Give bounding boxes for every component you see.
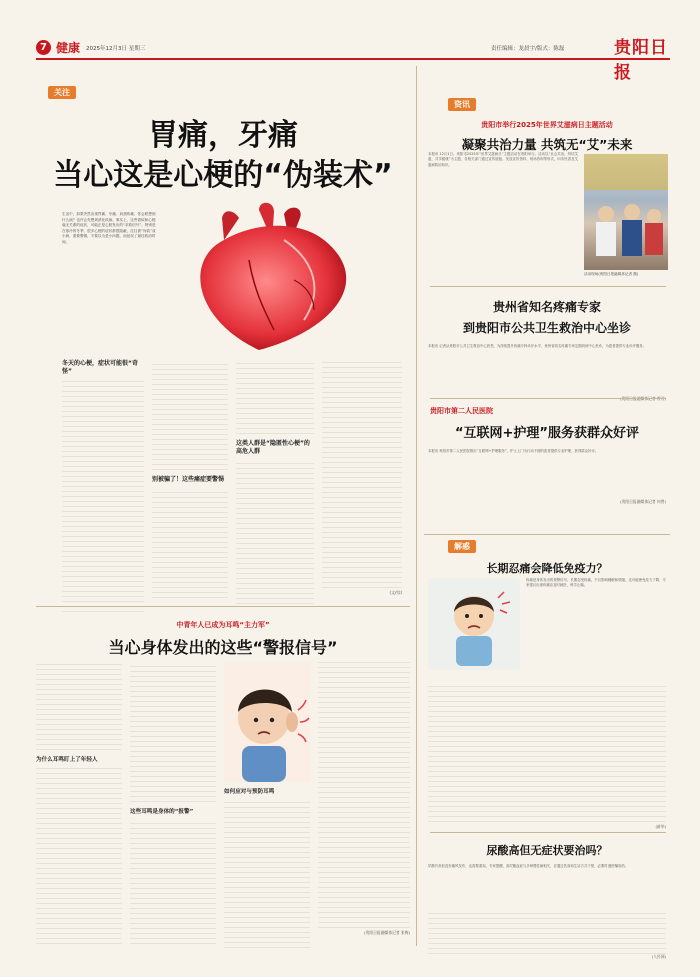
lead-byline: (文/综): [389, 590, 402, 595]
page-number-badge: [36, 40, 51, 55]
lead-subhead-1: 冬天的心梗，症状可能很“奇怪”: [62, 360, 138, 375]
news-divider-2: [430, 398, 666, 399]
qa-divider-top: [424, 534, 670, 535]
heart-illustration: [164, 200, 410, 360]
news1-title: 凝聚共治力量 共筑无“艾”未来: [461, 137, 633, 152]
news1-photo: [584, 154, 668, 270]
news1-caption: 活动现场(贵阳日报融媒体记者 摄): [584, 272, 639, 276]
lead-title-line1: 胃痛，牙痛: [148, 118, 298, 153]
qa1-body-lower: [428, 682, 666, 822]
feature-article: [36, 610, 410, 950]
qa1: [424, 556, 670, 829]
feature-col1-text-a: [36, 662, 122, 750]
lead-title-line2: 当心这是心梗的“伪装术”: [53, 158, 393, 193]
feature-kicker: 中青年人已成为耳鸣“主力军”: [176, 621, 270, 629]
feature-illustration: [224, 662, 310, 782]
news1-body: 本报讯 12月1日，贵阳市2025年“世界艾滋病日”主题活动在贵阳举行。活动以“社会共治，终结艾滋，共享健康”为主题，各相关部门通过宣传展板、发放宣传资料、现场咨询等形式，向市民普及艾滋病防治知识。: [428, 152, 578, 167]
news1-kicker: 贵阳市举行2025年世界艾滋病日主题活动: [481, 121, 613, 129]
feature-subhead-1: 为什么耳鸣盯上了年轻人: [36, 757, 98, 763]
page-header: [36, 36, 670, 83]
lead-col3-text-a: [236, 360, 314, 434]
lead-col2-text-b: [152, 488, 228, 598]
qa1-title: 长期忍痛会降低免疫力？: [486, 562, 608, 575]
page-number: 7: [40, 42, 47, 53]
feature-col3-text: [224, 800, 310, 948]
lead-col2-text-a: [152, 360, 228, 470]
news-divider-1: [430, 286, 666, 287]
feature-title: 当心身体发出的这些“警报信号”: [108, 638, 338, 657]
qa1-illustration: [428, 578, 520, 670]
section-name: 健康: [56, 41, 81, 55]
feature-col2-text-b: [130, 820, 216, 944]
feature-col1-text-b: [36, 768, 122, 944]
news2-title-line1: 贵州省知名疼痛专家: [492, 300, 601, 314]
lead-subhead-2: 别被骗了！这些痛症要警惕: [152, 476, 225, 483]
news3-byline: (贵阳日报融媒体记者 何曾): [620, 499, 666, 504]
qa2-title: 尿酸高但无症状要治吗？: [486, 844, 608, 857]
lead-col4: [322, 360, 402, 596]
news3: [424, 400, 670, 505]
qa-tag: 解惑: [448, 540, 476, 553]
lead-subhead-3: 这类人群是“隐匿性心梗”的高危人群: [236, 440, 310, 455]
feature-col3: [224, 788, 310, 948]
news-tag: 资讯: [448, 98, 476, 111]
feature-col4-text: [318, 662, 410, 928]
news2-title-line2: 到贵阳市公共卫生救治中心坐诊: [462, 321, 631, 335]
qa1-byline: (新华): [655, 824, 666, 829]
masthead-logo: 贵阳日报: [614, 38, 668, 83]
news3-title: “互联网+护理”服务获群众好评: [455, 426, 639, 441]
feature-col4: [318, 662, 410, 936]
editors-line: 责任编辑：龙晨宇/版式：陈磊: [491, 46, 565, 52]
qa2: [424, 836, 670, 960]
lead-col1: [62, 360, 144, 612]
lead-col3-text-b: [236, 460, 314, 604]
qa-divider-mid: [430, 832, 666, 833]
qa2-body-lower: [428, 910, 666, 954]
news1: [424, 114, 670, 276]
news3-kicker: 贵阳市第二人民医院: [430, 407, 493, 415]
feature-subhead-2: 这些耳鸣是身体的“报警”: [130, 809, 194, 815]
feature-divider: [36, 606, 410, 607]
qa1-body-right: [526, 578, 666, 678]
column-divider: [416, 66, 417, 946]
lead-intro: 生活中，如果突然出现胃痛、牙痛、肩颈疼痛，你会联想到什么病？也许会先想到消化疾病。事实上，这些看似和心梗毫无关系的症状，可能正是心脏发出的“求救信号”。特别是在寒冷的冬季，很多心梗的症状都很隐蔽，往往被“伪装”成小病，需要警惕，不要以为是小问题，而延误了最佳救治时间。: [62, 212, 156, 244]
lead-col3: [236, 360, 314, 604]
qa2-body: 尿酸升高但没有痛风发作，也需要重视。专家提醒，高尿酸血症与多种慢性病相关，应通过饮食和生活方式干预，必要时遵医嘱用药。: [428, 864, 629, 868]
lead-col2: [152, 360, 228, 598]
qa1-body: 疼痛是身体发出的预警信号。长期忍受疼痛，不仅影响睡眠和情绪，还可能使免疫力下降，专家建议出现疼痛应及时就医，科学止痛。: [526, 578, 666, 588]
news3-body: 本报讯 贵阳市第二人民医院推出“互联网+护理服务”，护士上门为行动不便的患者提供专业护理，获得群众好评。: [428, 449, 599, 453]
feature-byline: (贵阳日报融媒体记者 张梅): [364, 930, 410, 935]
feature-subhead-3: 如何应对与预防耳鸣: [224, 789, 275, 795]
feature-col1: [36, 662, 122, 944]
news2-body: 本报讯 记者从贵阳市公共卫生救治中心获悉，为持续提升疼痛专科诊疗水平，贵州省知名疼痛专家定期到该中心坐诊，为患者提供专业诊疗服务。: [428, 344, 647, 348]
date-line: 2025年12月3日 星期三: [86, 46, 146, 52]
lead-col4-text: [322, 360, 402, 588]
qa2-byline: (人民网): [651, 954, 666, 959]
news2: [424, 290, 670, 402]
feature-col2: [130, 662, 216, 944]
lead-article: [36, 62, 410, 602]
lead-tag: 关注: [48, 86, 76, 99]
feature-col2-text-a: [130, 662, 216, 802]
lead-col1-text: [62, 380, 144, 612]
